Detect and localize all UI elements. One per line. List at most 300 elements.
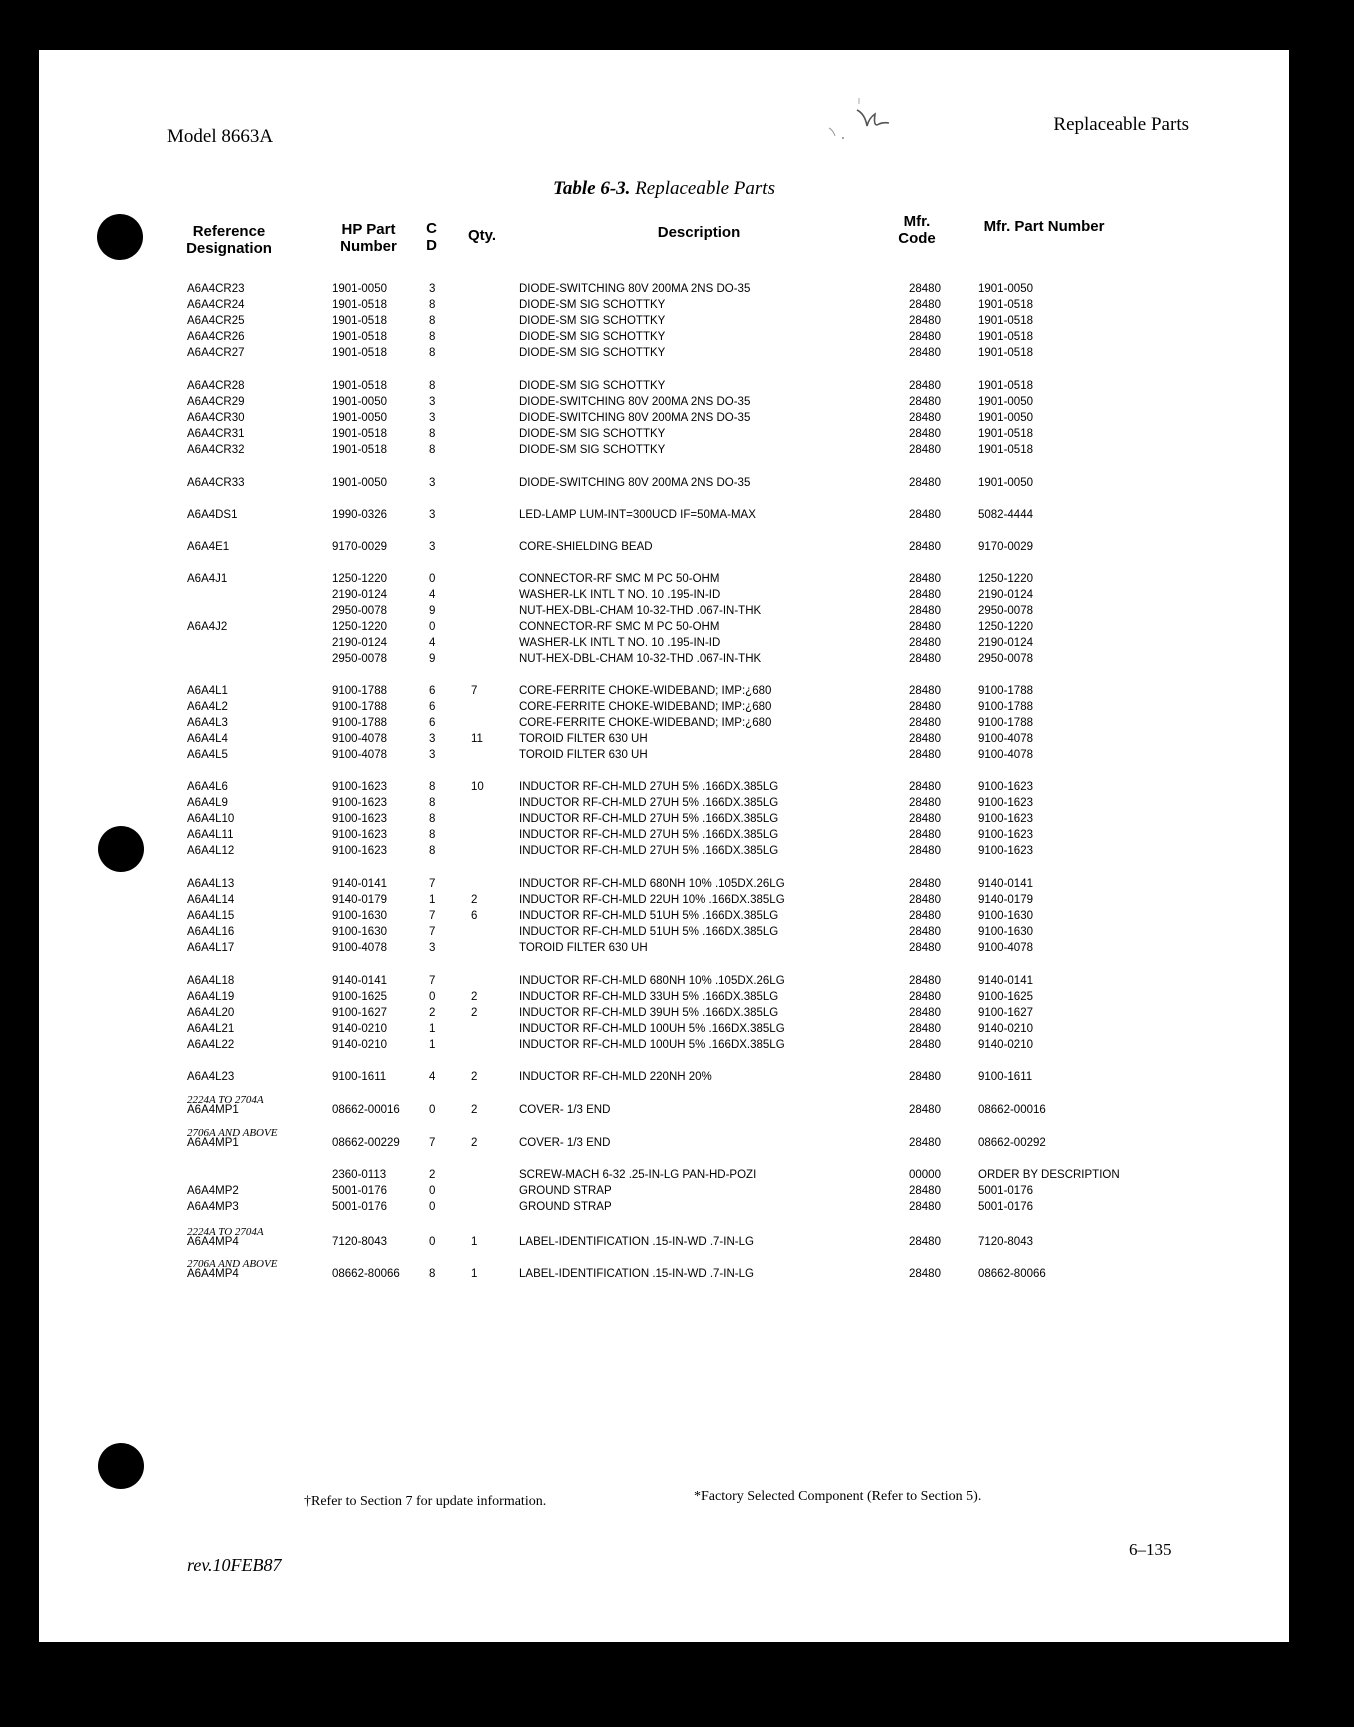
cell-hp: 1901-0518	[332, 299, 387, 311]
cell-desc: DIODE-SM SIG SCHOTTKY	[519, 315, 666, 327]
cell-qty: 2	[471, 894, 478, 906]
cell-cd: 0	[429, 1185, 436, 1197]
cell-cd: 7	[429, 1137, 436, 1149]
cell-desc: INDUCTOR RF-CH-MLD 51UH 5% .166DX.385LG	[519, 926, 779, 938]
table-row	[39, 926, 1289, 942]
cell-cd: 6	[429, 717, 436, 729]
table-row	[39, 701, 1289, 717]
cell-qty: 11	[471, 733, 483, 745]
cell-mfr: 28480	[909, 1104, 941, 1116]
cell-ref: A6A4L20	[187, 1007, 235, 1019]
cell-mfr: 28480	[909, 1007, 941, 1019]
cell-mpn: 1901-0050	[978, 477, 1033, 489]
cell-hp: 9100-1788	[332, 701, 387, 713]
cell-mpn: 9100-4078	[978, 733, 1033, 745]
cell-desc: COVER- 1/3 END	[519, 1137, 611, 1149]
cell-ref: A6A4MP2	[187, 1185, 239, 1197]
cell-desc: DIODE-SWITCHING 80V 200MA 2NS DO-35	[519, 477, 751, 489]
cell-desc: DIODE-SM SIG SCHOTTKY	[519, 299, 666, 311]
cell-desc: NUT-HEX-DBL-CHAM 10-32-THD .067-IN-THK	[519, 653, 762, 665]
cell-hp: 1901-0518	[332, 380, 387, 392]
cell-mfr: 28480	[909, 1268, 941, 1280]
cell-mfr: 28480	[909, 653, 941, 665]
table-row	[39, 1007, 1289, 1023]
cell-mfr: 28480	[909, 701, 941, 713]
cell-ref: A6A4CR32	[187, 444, 245, 456]
cell-hp: 9100-1623	[332, 797, 387, 809]
cell-cd: 0	[429, 1104, 436, 1116]
cell-hp: 2190-0124	[332, 637, 387, 649]
cell-ref: A6A4L6	[187, 781, 228, 793]
cell-desc: CORE-FERRITE CHOKE-WIDEBAND; IMP:¿680	[519, 717, 772, 729]
cell-hp: 1901-0518	[332, 331, 387, 343]
cell-cd: 3	[429, 733, 436, 745]
table-row	[39, 1071, 1289, 1087]
table-row	[39, 509, 1289, 525]
cell-ref: A6A4L3	[187, 717, 228, 729]
cell-mpn: 9100-1623	[978, 829, 1033, 841]
table-row	[39, 380, 1289, 396]
table-row	[39, 749, 1289, 765]
table-row	[39, 1023, 1289, 1039]
cell-mpn: 1901-0050	[978, 396, 1033, 408]
cell-desc: INDUCTOR RF-CH-MLD 27UH 5% .166DX.385LG	[519, 813, 779, 825]
cell-cd: 8	[429, 315, 436, 327]
cell-ref: A6A4L22	[187, 1039, 235, 1051]
cell-hp: 9100-1630	[332, 910, 387, 922]
cell-hp: 9100-1627	[332, 1007, 387, 1019]
table-row	[39, 1201, 1289, 1217]
cell-desc: SCREW-MACH 6-32 .25-IN-LG PAN-HD-POZI	[519, 1169, 757, 1181]
cell-cd: 3	[429, 942, 436, 954]
cell-desc: LED-LAMP LUM-INT=300UCD IF=50MA-MAX	[519, 509, 756, 521]
cell-mfr: 28480	[909, 685, 941, 697]
cell-ref: A6A4CR31	[187, 428, 245, 440]
table-row	[39, 396, 1289, 412]
cell-mfr: 28480	[909, 781, 941, 793]
cell-qty: 7	[471, 685, 478, 697]
cell-cd: 3	[429, 396, 436, 408]
cell-desc: INDUCTOR RF-CH-MLD 22UH 10% .166DX.385LG	[519, 894, 785, 906]
cell-cd: 2	[429, 1007, 436, 1019]
cell-ref: A6A4L2	[187, 701, 228, 713]
table-row	[39, 829, 1289, 845]
serial-prefix-note: 2224A TO 2704A	[187, 1094, 264, 1106]
cell-mfr: 00000	[909, 1169, 941, 1181]
cell-mpn: 1901-0518	[978, 428, 1033, 440]
cell-cd: 4	[429, 1071, 436, 1083]
cell-desc: DIODE-SM SIG SCHOTTKY	[519, 428, 666, 440]
cell-cd: 7	[429, 878, 436, 890]
cell-desc: CORE-SHIELDING BEAD	[519, 541, 653, 553]
cell-mpn: 9140-0179	[978, 894, 1033, 906]
cell-hp: 9140-0141	[332, 878, 387, 890]
cell-mfr: 28480	[909, 1023, 941, 1035]
cell-mfr: 28480	[909, 509, 941, 521]
cell-desc: NUT-HEX-DBL-CHAM 10-32-THD .067-IN-THK	[519, 605, 762, 617]
cell-ref: A6A4L17	[187, 942, 235, 954]
table-row	[39, 477, 1289, 493]
table-row	[39, 797, 1289, 813]
table-row	[39, 813, 1289, 829]
cell-mfr: 28480	[909, 894, 941, 906]
table-row	[39, 1137, 1289, 1153]
cell-mfr: 28480	[909, 1137, 941, 1149]
cell-ref: A6A4L18	[187, 975, 235, 987]
col-header-hp-part: HP Part Number	[340, 221, 397, 255]
cell-hp: 08662-80066	[332, 1268, 400, 1280]
cell-desc: COVER- 1/3 END	[519, 1104, 611, 1116]
cell-mpn: 9100-1630	[978, 910, 1033, 922]
cell-hp: 1901-0050	[332, 396, 387, 408]
cell-hp: 9140-0210	[332, 1039, 387, 1051]
cell-mpn: 9140-0210	[978, 1023, 1033, 1035]
cell-mfr: 28480	[909, 926, 941, 938]
cell-mfr: 28480	[909, 910, 941, 922]
col-header-reference: Reference Designation	[186, 223, 272, 257]
cell-desc: LABEL-IDENTIFICATION .15-IN-WD .7-IN-LG	[519, 1268, 754, 1280]
table-row	[39, 685, 1289, 701]
cell-desc: INDUCTOR RF-CH-MLD 33UH 5% .166DX.385LG	[519, 991, 779, 1003]
cell-mpn: 2190-0124	[978, 589, 1033, 601]
cell-cd: 8	[429, 797, 436, 809]
cell-cd: 8	[429, 428, 436, 440]
cell-cd: 3	[429, 749, 436, 761]
cell-desc: INDUCTOR RF-CH-MLD 39UH 5% .166DX.385LG	[519, 1007, 779, 1019]
serial-prefix-note: 2706A AND ABOVE	[187, 1258, 278, 1270]
cell-cd: 1	[429, 1023, 436, 1035]
cell-cd: 9	[429, 605, 436, 617]
cell-cd: 8	[429, 331, 436, 343]
cell-mfr: 28480	[909, 733, 941, 745]
cell-mpn: 7120-8043	[978, 1236, 1033, 1248]
table-row	[39, 1039, 1289, 1055]
page-number: 6–135	[1129, 1540, 1172, 1559]
cell-hp: 2190-0124	[332, 589, 387, 601]
cell-cd: 4	[429, 637, 436, 649]
cell-hp: 9100-4078	[332, 733, 387, 745]
cell-cd: 8	[429, 829, 436, 841]
cell-mpn: 1901-0050	[978, 412, 1033, 424]
cell-qty: 2	[471, 1071, 478, 1083]
cell-cd: 3	[429, 412, 436, 424]
cell-desc: DIODE-SWITCHING 80V 200MA 2NS DO-35	[519, 396, 751, 408]
cell-hp: 9100-1625	[332, 991, 387, 1003]
cell-mpn: 9100-1623	[978, 797, 1033, 809]
cell-mfr: 28480	[909, 315, 941, 327]
cell-cd: 3	[429, 509, 436, 521]
cell-ref: A6A4CR30	[187, 412, 245, 424]
cell-cd: 0	[429, 621, 436, 633]
table-row	[39, 1104, 1289, 1120]
col-header-qty: Qty.	[467, 227, 497, 244]
cell-mpn: 08662-00292	[978, 1137, 1046, 1149]
cell-ref: A6A4CR28	[187, 380, 245, 392]
table-row	[39, 910, 1289, 926]
cell-desc: DIODE-SM SIG SCHOTTKY	[519, 347, 666, 359]
table-row	[39, 894, 1289, 910]
cell-ref: A6A4MP4	[187, 1236, 239, 1248]
cell-mfr: 28480	[909, 396, 941, 408]
cell-mpn: 5082-4444	[978, 509, 1033, 521]
cell-cd: 0	[429, 573, 436, 585]
cell-ref: A6A4L4	[187, 733, 228, 745]
cell-mfr: 28480	[909, 412, 941, 424]
cell-cd: 8	[429, 845, 436, 857]
cell-hp: 1990-0326	[332, 509, 387, 521]
cell-hp: 9170-0029	[332, 541, 387, 553]
cell-mpn: 9140-0141	[978, 975, 1033, 987]
cell-hp: 1250-1220	[332, 621, 387, 633]
cell-desc: WASHER-LK INTL T NO. 10 .195-IN-ID	[519, 637, 721, 649]
cell-mfr: 28480	[909, 1236, 941, 1248]
cell-cd: 9	[429, 653, 436, 665]
cell-hp: 9100-1623	[332, 781, 387, 793]
cell-hp: 9100-1630	[332, 926, 387, 938]
cell-mfr: 28480	[909, 589, 941, 601]
cell-mfr: 28480	[909, 797, 941, 809]
cell-hp: 1901-0050	[332, 283, 387, 295]
cell-ref: A6A4L9	[187, 797, 228, 809]
serial-prefix-note: 2224A TO 2704A	[187, 1226, 264, 1238]
cell-mfr: 28480	[909, 573, 941, 585]
cell-cd: 3	[429, 283, 436, 295]
table-row	[39, 733, 1289, 749]
table-row	[39, 412, 1289, 428]
table-row	[39, 621, 1289, 637]
cell-mpn: 9100-1788	[978, 717, 1033, 729]
cell-mpn: 9100-1611	[978, 1071, 1033, 1083]
table-row	[39, 299, 1289, 315]
document-page	[39, 50, 1289, 1642]
cell-mfr: 28480	[909, 621, 941, 633]
cell-hp: 1901-0518	[332, 444, 387, 456]
cell-cd: 8	[429, 1268, 436, 1280]
cell-cd: 7	[429, 910, 436, 922]
cell-hp: 7120-8043	[332, 1236, 387, 1248]
cell-mfr: 28480	[909, 717, 941, 729]
cell-mpn: 1250-1220	[978, 621, 1033, 633]
cell-desc: INDUCTOR RF-CH-MLD 100UH 5% .166DX.385LG	[519, 1039, 785, 1051]
table-row	[39, 781, 1289, 797]
cell-cd: 7	[429, 926, 436, 938]
cell-ref: A6A4J2	[187, 621, 228, 633]
revision-date: rev.10FEB87	[187, 1555, 282, 1575]
cell-mpn: 1901-0050	[978, 283, 1033, 295]
cell-desc: INDUCTOR RF-CH-MLD 680NH 10% .105DX.26LG	[519, 975, 785, 987]
cell-ref: A6A4L11	[187, 829, 234, 841]
cell-cd: 4	[429, 589, 436, 601]
cell-hp: 2950-0078	[332, 653, 387, 665]
cell-mpn: 08662-80066	[978, 1268, 1046, 1280]
cell-mpn: 1901-0518	[978, 380, 1033, 392]
cell-desc: WASHER-LK INTL T NO. 10 .195-IN-ID	[519, 589, 721, 601]
cell-hp: 1901-0050	[332, 477, 387, 489]
binder-hole	[97, 214, 143, 260]
table-row	[39, 637, 1289, 653]
cell-desc: TOROID FILTER 630 UH	[519, 733, 648, 745]
table-row	[39, 1185, 1289, 1201]
cell-desc: INDUCTOR RF-CH-MLD 220NH 20%	[519, 1071, 712, 1083]
cell-hp: 9100-1623	[332, 829, 387, 841]
cell-desc: INDUCTOR RF-CH-MLD 680NH 10% .105DX.26LG	[519, 878, 785, 890]
cell-qty: 2	[471, 1104, 478, 1116]
table-row	[39, 444, 1289, 460]
table-row	[39, 653, 1289, 669]
cell-desc: LABEL-IDENTIFICATION .15-IN-WD .7-IN-LG	[519, 1236, 754, 1248]
cell-mfr: 28480	[909, 299, 941, 311]
table-row	[39, 347, 1289, 363]
table-row	[39, 1236, 1289, 1252]
cell-mpn: 5001-0176	[978, 1185, 1033, 1197]
cell-hp: 9100-1611	[332, 1071, 387, 1083]
cell-ref: A6A4MP1	[187, 1137, 239, 1149]
cell-mpn: 9100-4078	[978, 942, 1033, 954]
cell-cd: 8	[429, 781, 436, 793]
cell-mfr: 28480	[909, 428, 941, 440]
cell-desc: INDUCTOR RF-CH-MLD 100UH 5% .166DX.385LG	[519, 1023, 785, 1035]
cell-ref: A6A4CR24	[187, 299, 245, 311]
cell-mfr: 28480	[909, 444, 941, 456]
cell-ref: A6A4DS1	[187, 509, 238, 521]
table-number: Table 6-3.	[553, 178, 631, 199]
cell-mpn: 9100-1788	[978, 701, 1033, 713]
col-header-mfr-part: Mfr. Part Number	[983, 218, 1105, 235]
cell-qty: 2	[471, 991, 478, 1003]
table-name: Replaceable Parts	[635, 178, 775, 199]
cell-desc: INDUCTOR RF-CH-MLD 51UH 5% .166DX.385LG	[519, 910, 779, 922]
cell-qty: 1	[471, 1268, 478, 1280]
cell-mfr: 28480	[909, 283, 941, 295]
cell-desc: DIODE-SM SIG SCHOTTKY	[519, 380, 666, 392]
cell-mfr: 28480	[909, 605, 941, 617]
cell-ref: A6A4L15	[187, 910, 235, 922]
model-heading: Model 8663A	[167, 126, 274, 147]
cell-ref: A6A4L10	[187, 813, 235, 825]
cell-mpn: 9140-0210	[978, 1039, 1033, 1051]
cell-mpn: 1901-0518	[978, 315, 1033, 327]
cell-cd: 0	[429, 991, 436, 1003]
cell-mpn: 2950-0078	[978, 653, 1033, 665]
cell-cd: 0	[429, 1236, 436, 1248]
cell-ref: A6A4L23	[187, 1071, 235, 1083]
serial-prefix-note: 2706A AND ABOVE	[187, 1127, 278, 1139]
cell-desc: DIODE-SM SIG SCHOTTKY	[519, 331, 666, 343]
cell-hp: 9100-1788	[332, 717, 387, 729]
binder-hole	[98, 826, 144, 872]
cell-cd: 6	[429, 685, 436, 697]
cell-cd: 8	[429, 813, 436, 825]
cell-cd: 8	[429, 444, 436, 456]
cell-mpn: 9100-1623	[978, 845, 1033, 857]
cell-cd: 8	[429, 347, 436, 359]
cell-cd: 6	[429, 701, 436, 713]
cell-mfr: 28480	[909, 1039, 941, 1051]
cell-mfr: 28480	[909, 991, 941, 1003]
cell-mpn: 1901-0518	[978, 347, 1033, 359]
cell-desc: INDUCTOR RF-CH-MLD 27UH 5% .166DX.385LG	[519, 781, 779, 793]
cell-mfr: 28480	[909, 975, 941, 987]
cell-mfr: 28480	[909, 331, 941, 343]
cell-mpn: 2190-0124	[978, 637, 1033, 649]
table-row	[39, 331, 1289, 347]
cell-ref: A6A4L1	[187, 685, 228, 697]
cell-qty: 2	[471, 1007, 478, 1019]
cell-ref: A6A4CR26	[187, 331, 245, 343]
cell-mfr: 28480	[909, 813, 941, 825]
table-row	[39, 975, 1289, 991]
cell-desc: DIODE-SWITCHING 80V 200MA 2NS DO-35	[519, 412, 751, 424]
cell-mfr: 28480	[909, 637, 941, 649]
cell-hp: 9100-4078	[332, 942, 387, 954]
cell-mpn: 9170-0029	[978, 541, 1033, 553]
table-row	[39, 1268, 1289, 1284]
cell-mpn: 1250-1220	[978, 573, 1033, 585]
cell-hp: 5001-0176	[332, 1185, 387, 1197]
cell-desc: INDUCTOR RF-CH-MLD 27UH 5% .166DX.385LG	[519, 797, 779, 809]
cell-mfr: 28480	[909, 1201, 941, 1213]
cell-mfr: 28480	[909, 845, 941, 857]
cell-mpn: 9100-1630	[978, 926, 1033, 938]
binder-hole	[98, 1443, 144, 1489]
cell-ref: A6A4L13	[187, 878, 235, 890]
cell-desc: GROUND STRAP	[519, 1201, 612, 1213]
cell-hp: 5001-0176	[332, 1201, 387, 1213]
table-row	[39, 573, 1289, 589]
cell-desc: DIODE-SM SIG SCHOTTKY	[519, 444, 666, 456]
cell-hp: 1901-0518	[332, 428, 387, 440]
table-row	[39, 1169, 1289, 1185]
cell-mfr: 28480	[909, 942, 941, 954]
cell-mpn: 9100-1625	[978, 991, 1033, 1003]
cell-ref: A6A4L21	[187, 1023, 235, 1035]
cell-cd: 1	[429, 894, 436, 906]
cell-mpn: 2950-0078	[978, 605, 1033, 617]
cell-cd: 8	[429, 299, 436, 311]
cell-hp: 08662-00229	[332, 1137, 400, 1149]
cell-desc: INDUCTOR RF-CH-MLD 27UH 5% .166DX.385LG	[519, 845, 779, 857]
table-row	[39, 605, 1289, 621]
cell-qty: 2	[471, 1137, 478, 1149]
cell-mpn: 1901-0518	[978, 331, 1033, 343]
cell-ref: A6A4MP1	[187, 1104, 239, 1116]
cell-desc: CONNECTOR-RF SMC M PC 50-OHM	[519, 621, 720, 633]
table-row	[39, 717, 1289, 733]
cell-desc: GROUND STRAP	[519, 1185, 612, 1197]
cell-ref: A6A4L19	[187, 991, 235, 1003]
cell-qty: 6	[471, 910, 478, 922]
cell-ref: A6A4L5	[187, 749, 228, 761]
cell-mpn: 9100-1623	[978, 813, 1033, 825]
cell-ref: A6A4MP4	[187, 1268, 239, 1280]
cell-desc: TOROID FILTER 630 UH	[519, 749, 648, 761]
cell-mpn: 08662-00016	[978, 1104, 1046, 1116]
cell-hp: 9100-1788	[332, 685, 387, 697]
cell-ref: A6A4L12	[187, 845, 235, 857]
cell-mfr: 28480	[909, 477, 941, 489]
cell-desc: TOROID FILTER 630 UH	[519, 942, 648, 954]
cell-mfr: 28480	[909, 829, 941, 841]
cell-ref: A6A4E1	[187, 541, 230, 553]
cell-ref: A6A4CR23	[187, 283, 245, 295]
cell-cd: 0	[429, 1201, 436, 1213]
cell-mfr: 28480	[909, 1185, 941, 1197]
cell-cd: 7	[429, 975, 436, 987]
cell-ref: A6A4CR29	[187, 396, 245, 408]
cell-hp: 2360-0113	[332, 1169, 387, 1181]
factory-note: *Factory Selected Component (Refer to Section 5).	[694, 1489, 982, 1504]
cell-ref: A6A4J1	[187, 573, 228, 585]
